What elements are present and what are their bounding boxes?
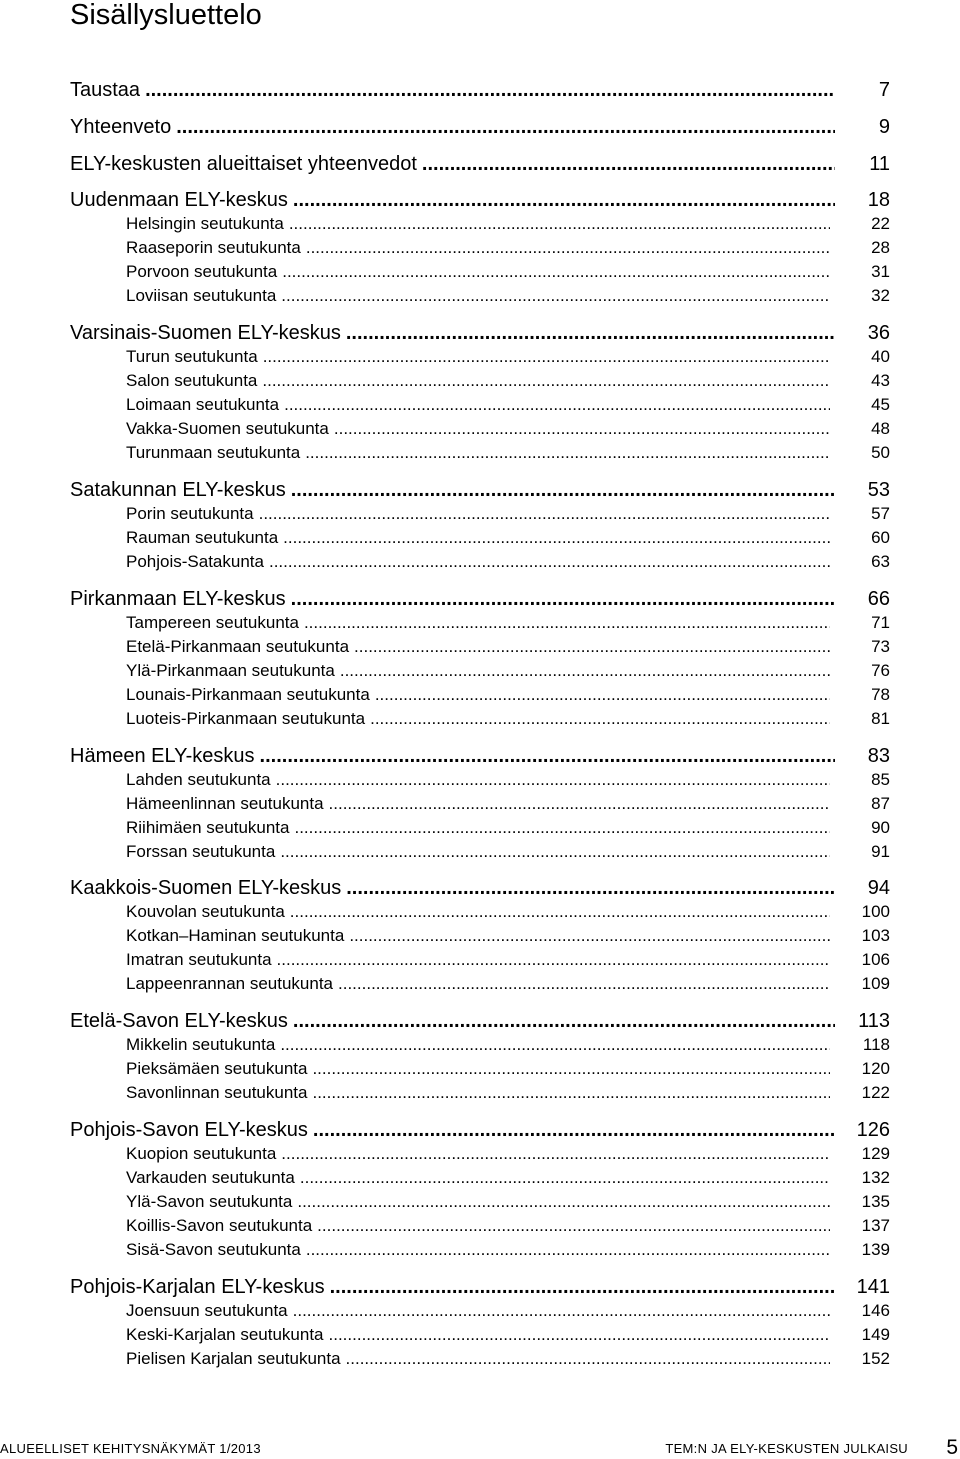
toc-entry-label: Rauman seutukunta	[126, 527, 279, 547]
toc-entry-label: Mikkelin seutukunta	[126, 1035, 276, 1055]
dot-leader	[259, 502, 830, 526]
toc-entry-label: Imatran seutukunta	[126, 950, 272, 970]
dot-leader	[349, 924, 830, 948]
toc-page-number: 81	[871, 708, 890, 728]
toc-page-number: 73	[871, 636, 890, 656]
toc-section-label: Uudenmaan ELY-keskus	[70, 189, 288, 212]
toc-section-label: Taustaa	[70, 79, 141, 101]
toc-page-number: 76	[871, 660, 890, 680]
toc-page-number: 50	[871, 443, 890, 463]
toc-entry-label: Varkauden seutukunta	[126, 1167, 295, 1187]
toc-page-number: 83	[867, 744, 890, 767]
toc-entry	[126, 635, 890, 659]
toc-page-number: 152	[861, 1348, 890, 1368]
toc-entry-label: Sisä-Savon seutukunta	[126, 1239, 301, 1259]
dot-leader	[289, 212, 830, 236]
toc-entry-label: Luoteis-Pirkanmaan seutukunta	[126, 708, 366, 728]
toc-page-number: 32	[871, 286, 890, 306]
toc-entry-label: Ylä-Savon seutukunta	[126, 1191, 293, 1211]
dot-leader	[293, 188, 835, 212]
toc-section-label: Varsinais-Suomen ELY-keskus	[70, 322, 341, 345]
toc-page-number: 71	[871, 612, 890, 632]
dot-leader	[284, 393, 830, 417]
table-of-contents	[0, 78, 960, 1371]
toc-entry-label: Porin seutukunta	[126, 503, 254, 523]
toc-page-number: 57	[871, 503, 890, 523]
toc-entry	[126, 924, 890, 948]
footer-publisher: TEM:N JA ELY-KESKUSTEN JULKAISU	[665, 1441, 908, 1456]
toc-entry	[126, 948, 890, 972]
toc-section	[70, 478, 890, 502]
toc-entry	[126, 900, 890, 924]
toc-entry	[126, 659, 890, 683]
toc-entry	[126, 1081, 890, 1105]
dot-leader	[312, 1081, 830, 1105]
toc-section	[70, 115, 890, 139]
toc-entry-label: Pieksämäen seutukunta	[126, 1059, 308, 1079]
toc-entry-label: Helsingin seutukunta	[126, 214, 284, 234]
toc-entry	[126, 611, 890, 635]
dot-leader	[294, 816, 830, 840]
toc-entry	[126, 683, 890, 707]
dot-leader	[300, 1166, 830, 1190]
toc-page-number: 43	[871, 371, 890, 391]
dot-leader	[290, 900, 830, 924]
dot-leader	[329, 792, 830, 816]
dot-leader	[304, 611, 830, 635]
toc-entry-label: Salon seutukunta	[126, 371, 258, 391]
toc-entry	[126, 1057, 890, 1081]
dot-leader	[276, 768, 830, 792]
toc-entry-label: Raaseporin seutukunta	[126, 238, 301, 258]
toc-entry	[126, 284, 890, 308]
toc-page-number: 78	[871, 684, 890, 704]
dot-leader	[346, 876, 835, 900]
footer-publication-title: ALUEELLISET KEHITYSNÄKYMÄT 1/2013	[0, 1441, 261, 1456]
toc-entry-label: Riihimäen seutukunta	[126, 817, 290, 837]
toc-section-label: Pirkanmaan ELY-keskus	[70, 587, 286, 610]
toc-page-number: 109	[861, 974, 890, 994]
page-number: 5	[946, 1436, 958, 1459]
toc-page-number: 139	[861, 1239, 890, 1259]
toc-entry	[126, 1323, 890, 1347]
toc-section-label: Yhteenveto	[70, 115, 172, 138]
toc-entry	[126, 768, 890, 792]
toc-page-number: 91	[871, 841, 890, 861]
toc-page-number: 45	[871, 395, 890, 415]
toc-page-number: 66	[867, 587, 890, 610]
toc-entry-label: Turunmaan seutukunta	[126, 443, 301, 463]
dot-leader	[281, 1142, 830, 1166]
toc-page-number: 106	[861, 950, 890, 970]
toc-page-number: 94	[867, 877, 890, 900]
toc-entry	[126, 369, 890, 393]
toc-section-label: Satakunnan ELY-keskus	[70, 478, 286, 501]
toc-entry-label: Kouvolan seutukunta	[126, 902, 285, 922]
dot-leader	[375, 683, 830, 707]
toc-section	[70, 321, 890, 345]
toc-page-number: 90	[871, 817, 890, 837]
toc-page-number: 11	[869, 152, 890, 175]
toc-page-number: 122	[861, 1083, 890, 1103]
dot-leader	[293, 1009, 835, 1033]
toc-page-number: 135	[861, 1191, 890, 1211]
toc-section	[70, 876, 890, 900]
toc-entry	[126, 1238, 890, 1262]
dot-leader	[306, 1238, 830, 1262]
toc-entry	[126, 345, 890, 369]
toc-page-number: 113	[858, 1010, 890, 1033]
toc-page-number: 31	[871, 262, 890, 282]
toc-entry	[126, 792, 890, 816]
toc-page-number: 118	[862, 1035, 890, 1055]
toc-entry	[126, 1347, 890, 1371]
toc-entry-label: Lappeenrannan seutukunta	[126, 974, 334, 994]
dot-leader	[282, 260, 830, 284]
toc-page-number: 63	[871, 551, 890, 571]
toc-entry-label: Etelä-Pirkanmaan seutukunta	[126, 636, 350, 656]
toc-section	[70, 1009, 890, 1033]
toc-entry	[126, 1033, 890, 1057]
toc-page-number: 141	[856, 1275, 890, 1298]
dot-leader	[313, 1118, 835, 1142]
toc-entry	[126, 840, 890, 864]
dot-leader	[269, 550, 830, 574]
toc-page-number: 18	[867, 189, 890, 212]
dot-leader	[277, 948, 830, 972]
toc-page-number: 53	[867, 478, 890, 501]
toc-page-number: 22	[871, 214, 890, 234]
dot-leader	[260, 744, 835, 768]
toc-entry	[126, 816, 890, 840]
dot-leader	[291, 587, 835, 611]
dot-leader	[334, 417, 830, 441]
toc-section	[70, 744, 890, 768]
toc-entry-label: Joensuun seutukunta	[126, 1300, 288, 1320]
toc-section-label: Pohjois-Karjalan ELY-keskus	[70, 1275, 325, 1298]
toc-entry-label: Kuopion seutukunta	[126, 1143, 277, 1163]
toc-page-number: 87	[871, 793, 890, 813]
toc-entry-label: Vakka-Suomen seutukunta	[126, 419, 329, 439]
toc-entry-label: Lounais-Pirkanmaan seutukunta	[126, 684, 370, 704]
toc-page-number: 137	[861, 1215, 890, 1235]
toc-entry-label: Savonlinnan seutukunta	[126, 1083, 308, 1103]
toc-section	[70, 152, 890, 176]
toc-page-number: 132	[861, 1167, 890, 1187]
toc-entry	[126, 550, 890, 574]
dot-leader	[297, 1190, 830, 1214]
toc-page-number: 129	[861, 1143, 890, 1163]
dot-leader	[281, 284, 830, 308]
toc-section	[70, 1118, 890, 1142]
toc-entry-label: Loviisan seutukunta	[126, 286, 277, 306]
toc-entry	[126, 1299, 890, 1323]
dot-leader	[306, 236, 830, 260]
dot-leader	[329, 1323, 830, 1347]
toc-entry	[126, 1142, 890, 1166]
toc-page-number: 126	[856, 1118, 890, 1141]
toc-page-number: 60	[871, 527, 890, 547]
dot-leader	[317, 1214, 830, 1238]
toc-section	[70, 587, 890, 611]
dot-leader	[262, 369, 830, 393]
toc-section-label: Etelä-Savon ELY-keskus	[70, 1010, 288, 1033]
toc-entry	[126, 526, 890, 550]
toc-entry-label: Keski-Karjalan seutukunta	[126, 1324, 324, 1344]
toc-page-number: 146	[861, 1300, 890, 1320]
toc-section	[70, 78, 890, 102]
toc-entry-label: Pohjois-Satakunta	[126, 551, 264, 571]
dot-leader	[422, 152, 835, 176]
toc-page-number: 120	[861, 1059, 890, 1079]
dot-leader	[346, 1347, 830, 1371]
toc-entry-label: Ylä-Pirkanmaan seutukunta	[126, 660, 335, 680]
toc-page-number: 28	[871, 238, 890, 258]
dot-leader	[176, 115, 835, 139]
toc-entry-label: Tampereen seutukunta	[126, 612, 299, 632]
toc-page-number: 100	[861, 902, 890, 922]
dot-leader	[370, 707, 830, 731]
toc-entry-label: Turun seutukunta	[126, 347, 258, 367]
toc-entry	[126, 236, 890, 260]
dot-leader	[354, 635, 830, 659]
toc-section	[70, 188, 890, 212]
dot-leader	[346, 321, 835, 345]
toc-section-label: Kaakkois-Suomen ELY-keskus	[70, 877, 342, 900]
toc-section-label: Hämeen ELY-keskus	[70, 744, 255, 767]
toc-entry	[126, 1190, 890, 1214]
toc-page-number: 7	[878, 79, 890, 101]
page-title: Sisällysluettelo	[70, 0, 262, 31]
dot-leader	[312, 1057, 830, 1081]
dot-leader	[305, 441, 830, 465]
toc-entry	[126, 417, 890, 441]
toc-entry	[126, 1214, 890, 1238]
toc-entry	[126, 502, 890, 526]
toc-page-number: 48	[871, 419, 890, 439]
dot-leader	[330, 1275, 835, 1299]
toc-entry-label: Hämeenlinnan seutukunta	[126, 793, 324, 813]
toc-page-number: 40	[871, 347, 890, 367]
toc-page-number: 149	[861, 1324, 890, 1344]
dot-leader	[280, 1033, 830, 1057]
toc-entry-label: Kotkan–Haminan seutukunta	[126, 926, 345, 946]
toc-entry-label: Loimaan seutukunta	[126, 395, 280, 415]
toc-entry-label: Porvoon seutukunta	[126, 262, 278, 282]
toc-entry-label: Lahden seutukunta	[126, 769, 271, 789]
toc-entry-label: Forssan seutukunta	[126, 841, 276, 861]
toc-entry-label: Koillis-Savon seutukunta	[126, 1215, 313, 1235]
toc-page-number: 85	[871, 769, 890, 789]
toc-page-number: 36	[867, 322, 890, 345]
toc-entry	[126, 393, 890, 417]
dot-leader	[340, 659, 830, 683]
dot-leader	[291, 478, 835, 502]
dot-leader	[263, 345, 830, 369]
toc-entry	[126, 441, 890, 465]
toc-entry	[126, 260, 890, 284]
toc-section-label: Pohjois-Savon ELY-keskus	[70, 1118, 308, 1141]
dot-leader	[293, 1299, 830, 1323]
dot-leader	[145, 78, 835, 102]
toc-section-label: ELY-keskusten alueittaiset yhteenvedot	[70, 152, 417, 175]
toc-entry-label: Pielisen Karjalan seutukunta	[126, 1348, 341, 1368]
dot-leader	[338, 972, 830, 996]
toc-section	[70, 1275, 890, 1299]
dot-leader	[283, 526, 830, 550]
toc-entry	[126, 1166, 890, 1190]
toc-page-number: 9	[878, 115, 890, 138]
toc-entry	[126, 212, 890, 236]
toc-entry	[126, 972, 890, 996]
toc-page-number: 103	[861, 926, 890, 946]
dot-leader	[280, 840, 830, 864]
toc-entry	[126, 707, 890, 731]
